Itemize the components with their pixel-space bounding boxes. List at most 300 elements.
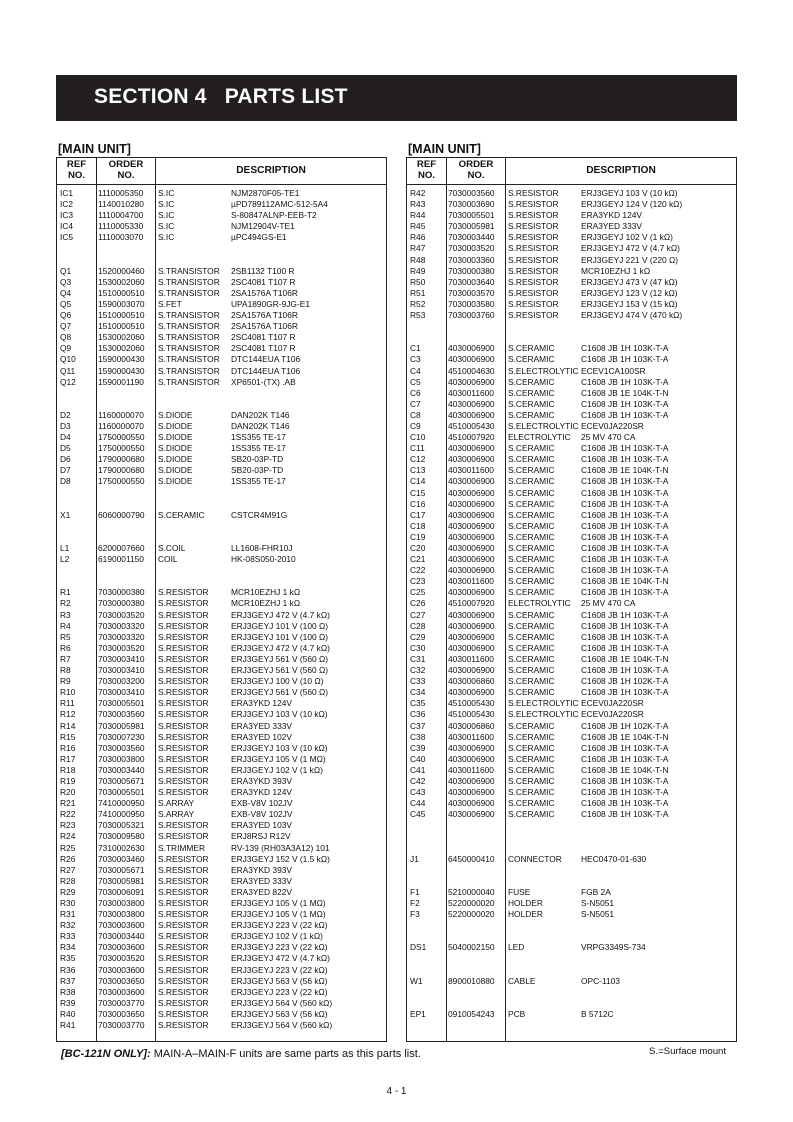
part-description: C1608 JB 1H 103K-T-A	[581, 665, 669, 676]
part-type: S.RESISTOR	[508, 188, 559, 198]
table-row	[407, 221, 736, 232]
part-description: CSTCR4M91G	[231, 509, 288, 520]
order-no: 1510000510	[98, 310, 145, 321]
table-row	[407, 598, 736, 609]
part-description: ERJ3GEYJ 103 V (10 kΩ)	[231, 742, 328, 753]
part-type: S.CERAMIC	[508, 465, 555, 476]
part-description: 1SS355 TE-17	[231, 432, 286, 443]
part-description: RV-139 (RH03A3A12) 101	[231, 842, 330, 853]
part-description: ERJ3GEYJ 472 V (4.7 kΩ)	[231, 642, 330, 653]
spacer-row	[407, 332, 736, 343]
order-no: 7030003560	[98, 709, 145, 720]
part-description: C1608 JB 1H 103K-T-A	[581, 631, 669, 642]
table-row	[57, 610, 386, 621]
ref-no: IC4	[60, 221, 74, 232]
part-type: S.TRANSISTOR	[158, 265, 220, 276]
part-description: ERJ3GEYJ 561 V (560 Ω)	[231, 687, 329, 698]
table-row	[57, 221, 386, 232]
footnote	[61, 1048, 421, 1060]
ref-no: C29	[410, 631, 426, 642]
ref-no: Q9	[60, 343, 72, 354]
part-type: S.RESISTOR	[158, 775, 209, 786]
order-no: 4510005430	[448, 709, 495, 720]
part-type: S.CERAMIC	[508, 676, 555, 687]
table-row	[57, 343, 386, 354]
order-no: 7030005671	[98, 864, 145, 875]
part-type: S.RESISTOR	[158, 953, 209, 964]
part-type: S.DIODE	[158, 465, 193, 476]
part-type: S.CERAMIC	[508, 665, 555, 676]
spacer-row	[57, 499, 386, 510]
part-description: C1608 JB 1H 103K-T-A	[581, 687, 669, 698]
ref-no: F2	[410, 898, 420, 908]
part-description: ERJ3GEYJ 102 V (1 kΩ)	[231, 764, 323, 775]
order-no: 7030005981	[98, 720, 145, 731]
table-row	[57, 465, 386, 476]
table-row	[407, 354, 736, 365]
order-no: 1110005350	[98, 188, 144, 198]
order-no: 4030006900	[448, 487, 495, 498]
order-no: 4030006900	[448, 587, 495, 598]
table-row	[57, 199, 386, 210]
order-no: 4030006900	[448, 609, 495, 620]
part-description: XP6501-(TX) .AB	[231, 376, 296, 387]
part-type: PCB	[508, 1008, 526, 1019]
part-description: ERJ3GEYJ 123 V (12 kΩ)	[581, 287, 678, 298]
order-no: 1140010280	[98, 199, 144, 210]
part-description: 2SC4081 T107 R	[231, 332, 296, 343]
table-row	[57, 454, 386, 465]
unit-title: [MAIN UNIT]	[58, 142, 131, 156]
spacer-row	[407, 876, 736, 887]
order-no: 1160000070	[98, 409, 144, 420]
part-type: S.RESISTOR	[508, 243, 559, 254]
part-type: S.CERAMIC	[508, 554, 555, 565]
part-type: S.CERAMIC	[508, 742, 555, 753]
order-no: 7030003650	[98, 975, 145, 986]
part-type: S.DIODE	[158, 476, 193, 487]
part-type: S.RESISTOR	[158, 787, 209, 798]
order-no: 7030003520	[98, 642, 145, 653]
parts-table	[56, 157, 387, 1042]
table-row	[407, 732, 736, 743]
spacer-row	[407, 865, 736, 876]
part-type: S.RESISTOR	[508, 221, 559, 232]
table-row	[57, 654, 386, 665]
part-type: HOLDER	[508, 898, 543, 908]
ref-no: R5	[60, 631, 71, 642]
table-row	[57, 1020, 386, 1031]
ref-no: R3	[60, 609, 71, 620]
table-row	[407, 188, 736, 199]
part-type: S.RESISTOR	[158, 864, 209, 875]
table-rows	[57, 188, 386, 1031]
part-type: S.DIODE	[158, 432, 193, 443]
ref-no: R30	[60, 898, 76, 908]
part-description: C1608 JB 1H 103K-T-A	[581, 565, 669, 576]
table-row	[407, 976, 736, 987]
part-type: HOLDER	[508, 909, 543, 920]
part-type: S.CERAMIC	[508, 720, 555, 731]
part-description: ERJ3GEYJ 105 V (1 MΩ)	[231, 898, 326, 908]
footnote-text: MAIN-A–MAIN-F units are same parts as this parts list.	[150, 1048, 421, 1060]
order-no: 1530002060	[98, 276, 145, 287]
part-description: S-N5051	[581, 909, 615, 920]
table-row	[57, 798, 386, 809]
order-no: 4030006900	[448, 753, 495, 764]
order-no: 7030003200	[98, 676, 145, 687]
ref-no: R49	[410, 265, 426, 276]
table-row	[57, 288, 386, 299]
part-type: S.TRANSISTOR	[158, 354, 220, 365]
ref-no: C14	[410, 476, 426, 487]
part-description: HEC0470-01-630	[581, 853, 647, 864]
ref-no: C42	[410, 775, 426, 786]
parts-column-left	[56, 142, 387, 1042]
ref-no: D4	[60, 432, 71, 443]
table-row	[407, 610, 736, 621]
part-description: ERJ3GEYJ 102 V (1 kΩ)	[581, 232, 673, 243]
ref-no: C4	[410, 365, 421, 376]
ref-no: C3	[410, 354, 421, 365]
table-row	[407, 266, 736, 277]
order-no: 7030003440	[448, 232, 495, 243]
part-description: S-N5051	[581, 898, 615, 908]
part-type: S.RESISTOR	[158, 853, 209, 864]
table-row	[57, 443, 386, 454]
part-description: C1608 JB 1H 103K-T-A	[581, 409, 669, 420]
table-row	[57, 1009, 386, 1020]
part-type: S.RESISTOR	[508, 232, 559, 243]
part-type: S.CERAMIC	[508, 764, 555, 775]
table-row	[57, 188, 386, 199]
part-description: C1608 JB 1E 104K-T-N	[581, 731, 669, 742]
spacer-row	[407, 931, 736, 942]
ref-no: C12	[410, 454, 426, 465]
ref-no: R33	[60, 931, 76, 942]
part-type: S.CERAMIC	[508, 398, 555, 409]
order-no: 7030003600	[98, 964, 145, 975]
part-type: S.CERAMIC	[508, 531, 555, 542]
part-description: NJM12904V-TE1	[231, 221, 295, 232]
part-type: S.RESISTOR	[158, 676, 209, 687]
table-row	[57, 432, 386, 443]
order-no: 1750000550	[98, 432, 145, 443]
table-row	[57, 621, 386, 632]
part-description: ERJ3GEYJ 564 V (560 kΩ)	[231, 997, 333, 1008]
part-type: S.RESISTOR	[158, 653, 209, 664]
ref-no: R47	[410, 243, 426, 254]
ref-no: C23	[410, 576, 426, 587]
ref-no: C17	[410, 509, 426, 520]
table-row	[57, 765, 386, 776]
ref-no: C36	[410, 709, 426, 720]
order-no: 7030003360	[448, 254, 495, 265]
table-row	[57, 354, 386, 365]
ref-no: C18	[410, 520, 426, 531]
ref-no: Q5	[60, 298, 72, 309]
part-type: S.CERAMIC	[508, 476, 555, 487]
table-row	[57, 299, 386, 310]
part-description: 2SA1576A T106R	[231, 287, 298, 298]
table-row	[407, 887, 736, 898]
ref-no: C8	[410, 409, 421, 420]
part-description: C1608 JB 1H 103K-T-A	[581, 476, 669, 487]
order-no: 1590000430	[98, 354, 145, 365]
part-type: S.RESISTOR	[158, 909, 209, 920]
part-type: S.CERAMIC	[508, 642, 555, 653]
spacer-row	[57, 255, 386, 266]
ref-no: C22	[410, 565, 426, 576]
table-row	[57, 976, 386, 987]
part-type: S.TRANSISTOR	[158, 276, 220, 287]
part-description: 2SC4081 T107 R	[231, 343, 296, 354]
table-row	[407, 754, 736, 765]
ref-no: R48	[410, 254, 426, 265]
part-description: C1608 JB 1H 103K-T-A	[581, 742, 669, 753]
part-type: S.ELECTROLYTIC	[508, 698, 579, 709]
part-type: S.FET	[158, 298, 182, 309]
order-no: 4030006900	[448, 498, 495, 509]
part-description: EXB-V8V 102JV	[231, 798, 293, 809]
order-no: 4030006900	[448, 742, 495, 753]
surface-mount-note: S.=Surface mount	[649, 1046, 727, 1057]
part-description: ERJ3GEYJ 221 V (220 Ω)	[581, 254, 679, 265]
table-row	[407, 809, 736, 820]
part-type: S.CERAMIC	[508, 787, 555, 798]
spacer-row	[57, 521, 386, 532]
order-no: 4030006900	[448, 376, 495, 387]
ref-no: R36	[60, 964, 76, 975]
part-type: S.CERAMIC	[508, 409, 555, 420]
spacer-row	[407, 321, 736, 332]
table-row	[57, 266, 386, 277]
order-no: 4030006900	[448, 809, 495, 820]
part-description: ECEV0JA220SR	[581, 698, 644, 709]
order-no: 6060000790	[98, 509, 145, 520]
part-description: 2SA1576A T106R	[231, 310, 298, 321]
part-description: ERJ3GEYJ 100 V (10 Ω)	[231, 676, 324, 687]
order-no: 7030003440	[98, 931, 145, 942]
table-row	[57, 543, 386, 554]
part-description: ECEV1CA100SR	[581, 365, 646, 376]
ref-no: R28	[60, 875, 76, 886]
part-description: ERJ3GEYJ 223 V (22 kΩ)	[231, 942, 328, 953]
ref-no: R25	[60, 842, 76, 853]
ref-no: DS1	[410, 942, 427, 953]
ref-no: F3	[410, 909, 420, 920]
part-type: S.TRANSISTOR	[158, 376, 220, 387]
header-order: ORDER NO.	[108, 159, 144, 181]
spacer-row	[57, 532, 386, 543]
part-type: S.CERAMIC	[508, 731, 555, 742]
order-no: 7030003760	[448, 310, 495, 321]
table-row	[407, 443, 736, 454]
part-description: DAN202K T146	[231, 420, 290, 431]
header-ref: REF NO.	[416, 159, 437, 181]
ref-no: Q10	[60, 354, 76, 365]
ref-no: R15	[60, 731, 76, 742]
part-description: ERJ3GEYJ 472 V (4.7 kΩ)	[231, 953, 330, 964]
order-no: 7030005501	[98, 698, 145, 709]
table-row	[407, 621, 736, 632]
part-type: S.DIODE	[158, 443, 193, 454]
table-row	[407, 654, 736, 665]
order-no: 4030006900	[448, 798, 495, 809]
ref-no: IC3	[60, 210, 74, 221]
table-row	[407, 288, 736, 299]
part-type: S.CERAMIC	[508, 565, 555, 576]
table-row	[407, 776, 736, 787]
parts-column-right	[406, 142, 737, 1042]
ref-no: F1	[410, 886, 420, 897]
order-no: 7030003570	[448, 287, 495, 298]
order-no: 7030000380	[98, 598, 145, 609]
order-no: 4030006900	[448, 665, 495, 676]
part-description: C1608 JB 1H 102K-T-A	[581, 720, 669, 731]
order-no: 7030003600	[98, 986, 145, 997]
order-no: 0910054243	[448, 1008, 495, 1019]
table-row	[57, 377, 386, 388]
part-description: ERA3YED 102V	[231, 731, 292, 742]
table-row	[407, 698, 736, 709]
table-row	[407, 1009, 736, 1020]
ref-no: R22	[60, 809, 76, 820]
part-description: 25 MV 470 CA	[581, 598, 636, 609]
order-no: 4030011600	[448, 653, 494, 664]
order-no: 7030007230	[98, 731, 145, 742]
part-description: C1608 JB 1H 103K-T-A	[581, 454, 669, 465]
part-type: S.TRIMMER	[158, 842, 205, 853]
order-no: 4030006900	[448, 398, 495, 409]
table-row	[407, 421, 736, 432]
table-row	[57, 232, 386, 243]
ref-no: C7	[410, 398, 421, 409]
table-row	[57, 920, 386, 931]
table-row	[57, 366, 386, 377]
part-description: C1608 JB 1E 104K-T-N	[581, 653, 669, 664]
part-description: µPD789112AMC-512-5A4	[231, 199, 328, 210]
ref-no: C41	[410, 764, 426, 775]
order-no: 4030006900	[448, 509, 495, 520]
part-type: S.CERAMIC	[508, 798, 555, 809]
part-description: SB20-03P-TD	[231, 465, 284, 476]
part-description: 1SS355 TE-17	[231, 443, 286, 454]
order-no: 4030006900	[448, 642, 495, 653]
order-no: 1790000680	[98, 465, 145, 476]
table-row	[407, 510, 736, 521]
table-row	[57, 743, 386, 754]
table-row	[57, 732, 386, 743]
part-type: S.TRANSISTOR	[158, 365, 220, 376]
ref-no: R17	[60, 753, 76, 764]
ref-no: R11	[60, 698, 75, 709]
order-no: 4030006900	[448, 520, 495, 531]
order-no: 1110004700	[98, 210, 144, 221]
part-type: S.RESISTOR	[158, 764, 209, 775]
order-no: 7030003600	[98, 920, 145, 931]
part-type: S.RESISTOR	[508, 276, 559, 287]
ref-no: J1	[410, 853, 419, 864]
order-no: 7030003560	[448, 188, 495, 198]
table-row	[57, 854, 386, 865]
order-no: 7030003320	[98, 620, 145, 631]
table-row	[407, 488, 736, 499]
ref-no: IC5	[60, 232, 74, 243]
order-no: 7030003560	[98, 742, 145, 753]
table-row	[57, 410, 386, 421]
ref-no: Q6	[60, 310, 72, 321]
table-row	[57, 820, 386, 831]
order-no: 1590001190	[98, 376, 144, 387]
part-description: ERA3YED 103V	[231, 820, 292, 831]
order-no: 1530002060	[98, 332, 145, 343]
part-type: S.TRANSISTOR	[158, 332, 220, 343]
part-type: S.CERAMIC	[508, 687, 555, 698]
part-description: C1608 JB 1H 103K-T-A	[581, 809, 669, 820]
order-no: 7030003640	[448, 276, 495, 287]
part-type: COIL	[158, 554, 178, 565]
table-row	[57, 721, 386, 732]
part-description: ERA3YKD 124V	[231, 787, 292, 798]
ref-no: R26	[60, 853, 76, 864]
part-type: S.RESISTOR	[158, 975, 209, 986]
part-type: S.IC	[158, 210, 175, 221]
spacer-row	[407, 987, 736, 998]
order-no: 7030003770	[98, 1020, 145, 1031]
part-type: S.CERAMIC	[508, 587, 555, 598]
spacer-row	[57, 399, 386, 410]
table-row	[57, 587, 386, 598]
part-description: µPC494GS-E1	[231, 232, 287, 243]
ref-no: Q12	[60, 376, 76, 387]
order-no: 4510007920	[448, 432, 495, 443]
table-row	[57, 987, 386, 998]
ref-no: R50	[410, 276, 426, 287]
spacer-row	[57, 388, 386, 399]
table-row	[407, 721, 736, 732]
ref-no: C1	[410, 343, 421, 354]
part-type: S.RESISTOR	[508, 199, 559, 210]
part-type: S.RESISTOR	[158, 720, 209, 731]
part-description: C1608 JB 1H 103K-T-A	[581, 587, 669, 598]
part-type: S.RESISTOR	[158, 642, 209, 653]
ref-no: C40	[410, 753, 426, 764]
part-type: S.CERAMIC	[508, 498, 555, 509]
table-row	[407, 643, 736, 654]
ref-no: R40	[60, 1008, 76, 1019]
ref-no: C28	[410, 620, 426, 631]
part-type: S.RESISTOR	[158, 964, 209, 975]
order-no: 1510000510	[98, 321, 145, 332]
part-description: MCR10EZHJ 1 kΩ	[581, 265, 651, 276]
part-type: S.DIODE	[158, 454, 193, 465]
table-row	[57, 787, 386, 798]
ref-no: R9	[60, 676, 71, 687]
ref-no: R24	[60, 831, 76, 842]
ref-no: C27	[410, 609, 426, 620]
table-row	[57, 676, 386, 687]
ref-no: R41	[60, 1020, 76, 1031]
part-description: C1608 JB 1H 103K-T-A	[581, 775, 669, 786]
order-no: 1160000070	[98, 420, 144, 431]
ref-no: C10	[410, 432, 426, 443]
ref-no: C21	[410, 554, 426, 565]
table-row	[407, 310, 736, 321]
order-no: 4030006900	[448, 454, 495, 465]
part-type: S.RESISTOR	[158, 886, 209, 897]
table-row	[407, 854, 736, 865]
